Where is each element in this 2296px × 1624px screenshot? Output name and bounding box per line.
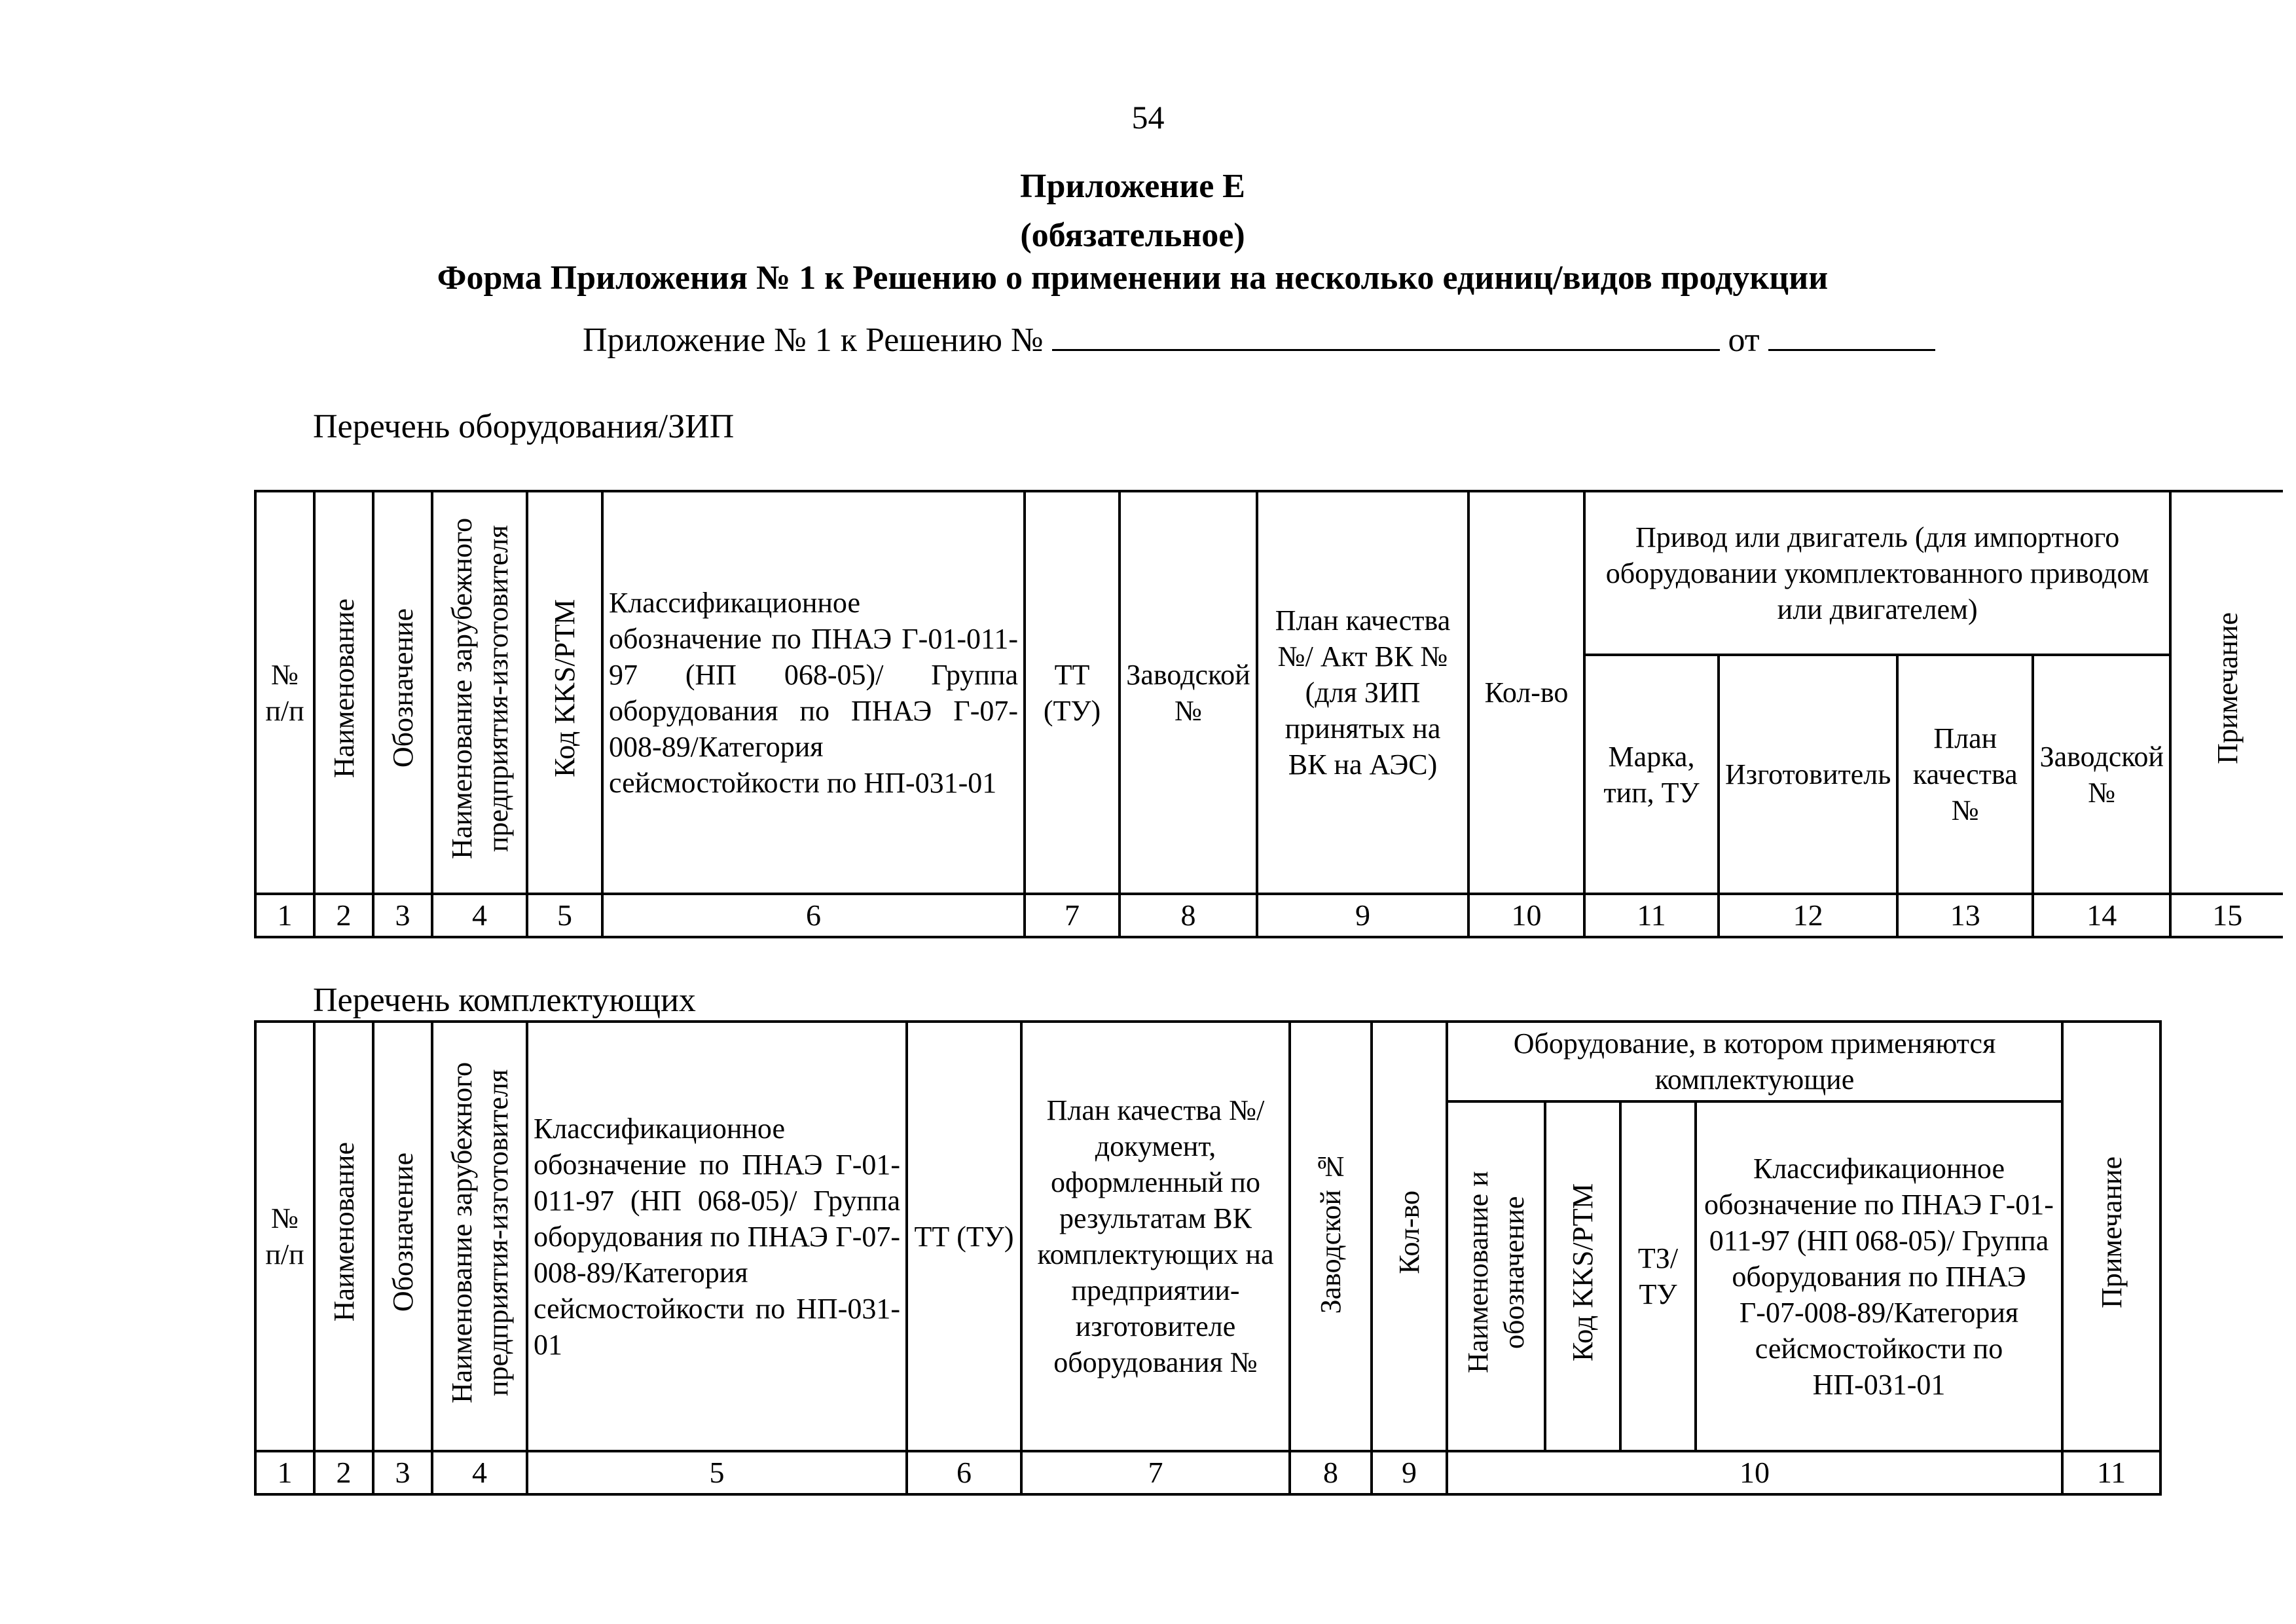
header-qty: Кол-во — [1372, 1022, 1447, 1451]
header-equipment-group: Оборудование, в котором применяются комплектующие — [1447, 1022, 2062, 1101]
header-quality-plan: План качества №/ Акт ВК № (для ЗИП принятых на ВК на АЭС) — [1257, 491, 1468, 894]
column-number: 2 — [314, 1451, 373, 1494]
equipment-list-title: Перечень оборудования/ЗИП — [313, 408, 735, 445]
reference-prefix: Приложение № 1 к Решению № — [583, 322, 1044, 359]
header-name: Наименование — [314, 1022, 373, 1451]
header-serial: Заводской № — [1290, 1022, 1372, 1451]
form-title: Форма Приложения № 1 к Решению о применении на несколько единиц/видов продукции — [437, 259, 1829, 297]
column-number: 8 — [1120, 894, 1257, 937]
header-eq-tz: ТЗ/ ТУ — [1620, 1101, 1696, 1451]
header-drive-manufacturer: Изготовитель — [1719, 655, 1897, 894]
appendix-subtitle: (обязательное) — [1020, 217, 1245, 254]
components-list-title: Перечень комплектующих — [313, 982, 696, 1019]
header-note: Примечание — [2062, 1022, 2160, 1451]
appendix-title: Приложение Е — [1020, 168, 1245, 205]
equipment-table — [254, 490, 2283, 938]
header-designation: Обозначение — [373, 491, 432, 894]
column-number: 7 — [1021, 1451, 1290, 1494]
header-manufacturer: Наименование зарубежного предприятия-изготовителя — [432, 491, 527, 894]
header-drive-quality-plan: План качества № — [1897, 655, 2033, 894]
column-number: 11 — [2062, 1451, 2160, 1494]
components-table — [254, 1020, 2162, 1496]
column-number: 14 — [2033, 894, 2170, 937]
header-manufacturer: Наименование зарубежного предприятия-изготовителя — [432, 1022, 527, 1451]
column-number: 7 — [1025, 894, 1120, 937]
column-number: 2 — [314, 894, 373, 937]
column-number: 4 — [432, 1451, 527, 1494]
header-classification: Классификационное обозначение по ПНАЭ Г-01-011-97 (НП 068-05)/ Группа оборудования по ПНАЭ Г-07-008-89/Категория сейсмостойкости по НП-031-01 — [602, 491, 1025, 894]
header-quality-plan: План качества №/документ, оформленный по результатам ВК комплектующих на предприятии-изготовителе оборудования № — [1021, 1022, 1290, 1451]
header-tt: ТТ (ТУ) — [1025, 491, 1120, 894]
header-eq-name: Наименование и обозначение — [1447, 1101, 1545, 1451]
column-number: 10 — [1468, 894, 1584, 937]
column-number: 4 — [432, 894, 527, 937]
header-eq-kks: Код KKS/РТМ — [1545, 1101, 1620, 1451]
column-number: 12 — [1719, 894, 1897, 937]
reference-line — [583, 321, 1935, 360]
column-number: 11 — [1584, 894, 1719, 937]
column-number: 5 — [527, 1451, 907, 1494]
column-number: 13 — [1897, 894, 2033, 937]
header-serial: Заводской № — [1120, 491, 1257, 894]
decision-number-blank — [1052, 323, 1720, 351]
header-kks: Код KKS/РТМ — [527, 491, 602, 894]
header-drive-serial: Заводской № — [2033, 655, 2170, 894]
header-drive-group: Привод или двигатель (для импортного оборудовании укомплектованного приводом или двигателем) — [1584, 491, 2170, 655]
column-number: 10 — [1447, 1451, 2062, 1494]
column-number: 6 — [907, 1451, 1021, 1494]
header-drive-model: Марка, тип, ТУ — [1584, 655, 1719, 894]
column-number: 1 — [255, 1451, 314, 1494]
date-label: от — [1728, 322, 1760, 359]
header-num: № п/п — [255, 1022, 314, 1451]
header-num: № п/п — [255, 491, 314, 894]
column-number: 6 — [602, 894, 1025, 937]
header-tt: ТТ (ТУ) — [907, 1022, 1021, 1451]
page-number: 54 — [1131, 99, 1165, 136]
header-eq-classification: Классификационное обозначение по ПНАЭ Г-01-011-97 (НП 068-05)/ Группа оборудования по ПНАЭ Г-07-008-89/Категория сейсмостойкости по НП-031-01 — [1696, 1101, 2062, 1451]
column-number: 5 — [527, 894, 602, 937]
header-classification: Классификационное обозначение по ПНАЭ Г-01-011-97 (НП 068-05)/ Группа оборудования по ПНАЭ Г-07-008-89/Категория сейсмостойкости по НП-031-01 — [527, 1022, 907, 1451]
header-qty: Кол-во — [1468, 491, 1584, 894]
header-name: Наименование — [314, 491, 373, 894]
column-number: 15 — [2170, 894, 2283, 937]
column-number: 3 — [373, 894, 432, 937]
header-note: Примечание — [2170, 491, 2283, 894]
column-number: 3 — [373, 1451, 432, 1494]
column-number: 8 — [1290, 1451, 1372, 1494]
date-blank — [1768, 323, 1935, 351]
column-number: 1 — [255, 894, 314, 937]
header-designation: Обозначение — [373, 1022, 432, 1451]
column-number: 9 — [1372, 1451, 1447, 1494]
column-number: 9 — [1257, 894, 1468, 937]
